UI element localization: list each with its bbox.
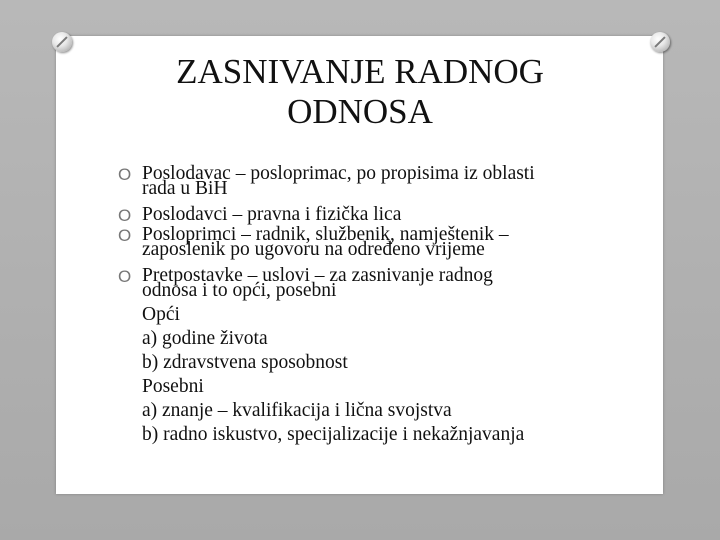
pushpin-icon [52, 32, 72, 52]
title-line-1: ZASNIVANJE RADNOG [176, 52, 544, 91]
bullet-text: Pretpostavke – uslovi – za zasnivanje radnog [142, 265, 493, 286]
slide-title [80, 52, 640, 132]
bullet-item [118, 205, 638, 225]
bullet-marker-icon: O [118, 206, 132, 225]
bullet-item [118, 164, 638, 199]
bullet-text-continued: zaposlenik po ugovoru na određeno vrijeme [142, 239, 485, 260]
bullet-marker-icon: O [118, 165, 132, 184]
sub-line: b) radno iskustvo, specijalizacije i nekažnjavanja [142, 424, 525, 445]
sub-line: Posebni [142, 376, 204, 397]
slide-content [118, 164, 638, 447]
sub-line: a) godine života [142, 328, 268, 349]
bullet-text: Poslodavac – posloprimac, po propisima iz oblasti [142, 163, 535, 184]
bullet-text: Poslodavci – pravna i fizička lica [142, 204, 402, 225]
title-line-2: ODNOSA [287, 92, 433, 131]
sub-line: Opći [142, 304, 180, 325]
sub-line: b) zdravstvena sposobnost [142, 352, 348, 373]
sub-line: a) znanje – kvalifikacija i lična svojstva [142, 400, 452, 421]
bullet-marker-icon: O [118, 267, 132, 286]
pushpin-icon [650, 32, 670, 52]
bullet-item [118, 266, 638, 301]
bullet-text: Posloprimci – radnik, službenik, namještenik – [142, 224, 509, 245]
bullet-item [118, 225, 638, 260]
bullet-text-continued: odnosa i to opći, posebni [142, 280, 337, 301]
bullet-marker-icon: O [118, 226, 132, 245]
bullet-text-continued: rada u BiH [142, 178, 228, 199]
